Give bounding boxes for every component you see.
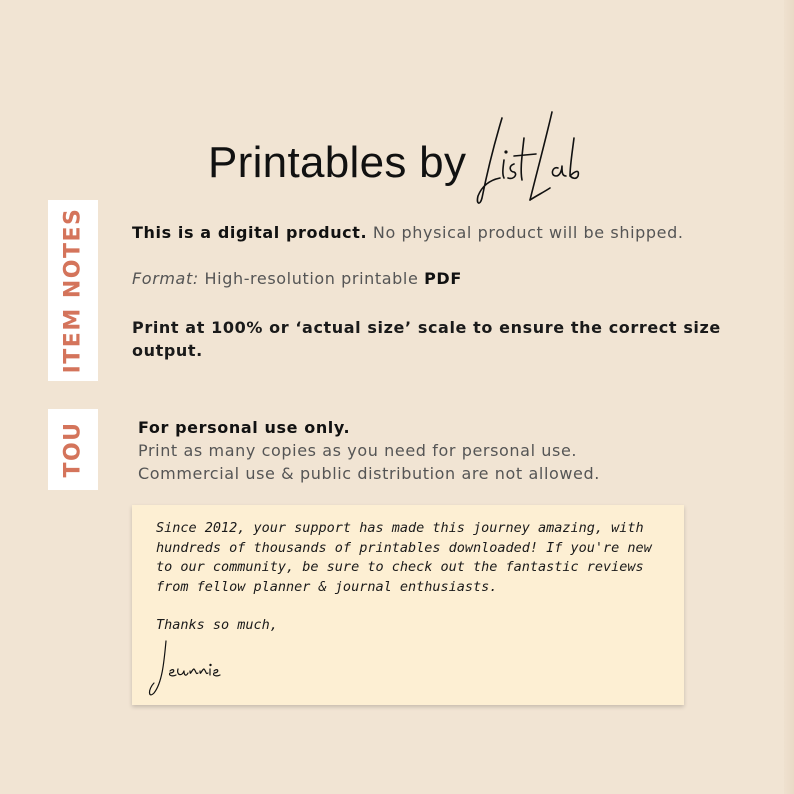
note-body: Since 2012, your support has made this journey amazing, with hundreds of thousands of printables downloaded! If you're new to our community, be sure to check out the fantastic reviews from fellow planner & journal enthusiasts.: [156, 520, 652, 595]
no-shipping-text: No physical product will be shipped.: [372, 223, 684, 242]
page-edge: [784, 0, 794, 794]
tou-heading: For personal use only.: [138, 418, 351, 437]
signature: [146, 633, 236, 703]
print-note: Print at 100% or ‘actual size’ scale to ensure the correct size output.: [132, 318, 721, 360]
format-label: Format:: [132, 269, 199, 288]
item-notes-tab-label: ITEM NOTES: [60, 207, 86, 374]
listlab-logo: [474, 108, 584, 208]
item-notes-tab: [48, 200, 98, 381]
note-thanks: Thanks so much,: [156, 617, 278, 633]
format-type: PDF: [424, 269, 462, 288]
digital-product-bold: This is a digital product.: [132, 223, 368, 242]
tou-line-1: Print as many copies as you need for personal use.: [138, 441, 578, 460]
format-line: [132, 269, 462, 288]
page-header: [208, 118, 584, 208]
format-value: High-resolution printable: [204, 269, 419, 288]
tou-tab: [48, 409, 98, 490]
page-title: Printables by: [208, 138, 467, 187]
tou-block: [138, 416, 600, 485]
tou-tab-label: TOU: [60, 421, 86, 478]
digital-product-line: [132, 223, 684, 242]
thank-you-note: [132, 505, 684, 705]
tou-line-2: Commercial use & public distribution are not allowed.: [138, 464, 600, 483]
